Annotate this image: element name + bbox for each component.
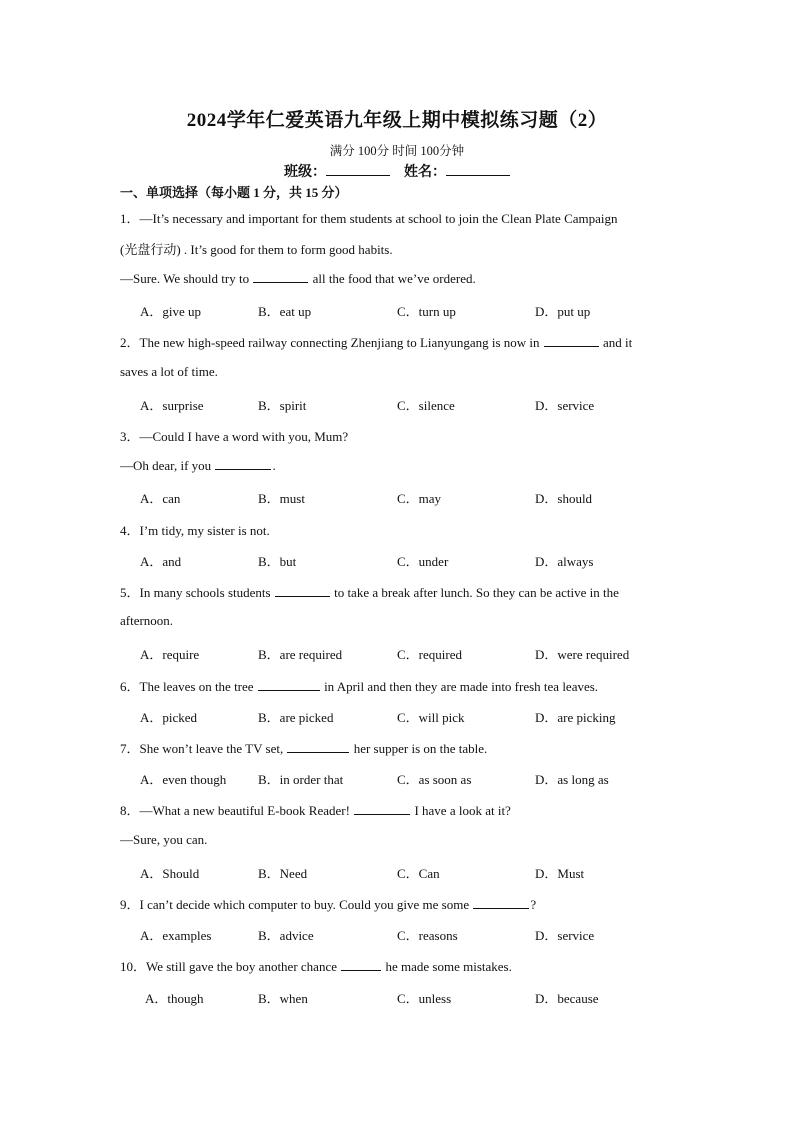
option-a[interactable]: A．give up [140,304,202,319]
option-c[interactable]: C．silence [397,398,455,413]
class-blank[interactable] [326,174,390,176]
option-c[interactable]: C．unless [397,991,452,1006]
option-c[interactable]: C．as soon as [397,772,472,787]
question-3-line-1: 3．—Could I have a word with you, Mum? [120,429,349,444]
question-1-line-1: 1．—It’s necessary and important for them students at school to join the Clean Plate Campaign [120,211,618,226]
option-c[interactable]: C．will pick [397,710,465,725]
question-2-line-1: 2．The new high-speed railway connecting Zhenjiang to Lianyungang is now in and it [120,335,633,350]
option-b[interactable]: B．are picked [258,710,334,725]
option-d[interactable]: D．were required [535,647,630,662]
question-3-options [140,488,700,506]
option-d[interactable]: D．are picking [535,710,616,725]
question-4-options [140,551,700,569]
exam-subtitle: 满分 100分 时间 100分钟 [329,144,465,158]
option-d[interactable]: D．Must [535,866,585,881]
answer-blank[interactable] [287,740,349,753]
answer-blank[interactable] [341,958,381,971]
option-b[interactable]: B．are required [258,647,343,662]
option-d[interactable]: D．service [535,928,595,943]
option-b[interactable]: B．Need [258,866,308,881]
option-d[interactable]: D．put up [535,304,591,319]
option-b[interactable]: B．advice [258,928,314,943]
answer-blank[interactable] [473,896,529,909]
option-a[interactable]: A．and [140,554,182,569]
answer-blank[interactable] [215,457,271,470]
question-1-line-3: —Sure. We should try to all the food that we’ve ordered. [120,271,476,286]
option-d[interactable]: D．always [535,554,594,569]
question-1-options [140,301,700,319]
option-a[interactable]: A．surprise [140,398,204,413]
option-b[interactable]: B．eat up [258,304,312,319]
question-5-options [140,644,700,662]
option-c[interactable]: C．reasons [397,928,458,943]
answer-blank[interactable] [354,802,410,815]
option-c[interactable]: C．under [397,554,449,569]
option-a[interactable]: A．examples [140,928,212,943]
answer-blank[interactable] [258,678,320,691]
option-d[interactable]: D．service [535,398,595,413]
question-2-options [140,395,700,413]
option-b[interactable]: B．in order that [258,772,344,787]
question-1-line-2: (光盘行动) . It’s good for them to form good habits. [120,242,393,257]
question-5-line-2: afternoon. [120,613,174,628]
page-title: 2024学年仁爱英语九年级上期中模拟练习题（2） [186,110,608,131]
answer-blank[interactable] [544,334,599,347]
class-label: 班级： [284,165,326,180]
option-a[interactable]: A．though [145,991,204,1006]
question-2-line-2: saves a lot of time. [120,364,218,379]
option-a[interactable]: A．picked [140,710,198,725]
option-c[interactable]: C．turn up [397,304,456,319]
option-c[interactable]: C．required [397,647,462,662]
question-3-line-2: —Oh dear, if you . [120,458,276,473]
question-9-line-1: 9．I can’t decide which computer to buy. Could you give me some ? [120,897,537,912]
question-10-line-1: 10．We still gave the boy another chance he made some mistakes. [120,959,512,974]
answer-blank[interactable] [253,270,308,283]
option-b[interactable]: B．must [258,491,305,506]
option-b[interactable]: B．but [258,554,297,569]
question-8-line-1: 8．—What a new beautiful E-book Reader! I have a look at it? [120,803,511,818]
question-7-line-1: 7．She won’t leave the TV set, her supper is on the table. [120,741,488,756]
option-d[interactable]: D．because [535,991,599,1006]
question-7-options [140,769,700,787]
question-10-options [145,988,705,1006]
option-b[interactable]: B．spirit [258,398,307,413]
question-6-line-1: 6．The leaves on the tree in April and then they are made into fresh tea leaves. [120,679,599,694]
name-label: 姓名： [404,165,446,180]
name-blank[interactable] [446,174,510,176]
section-title: 一、单项选择（每小题 1 分，共 15 分） [120,185,348,200]
question-8-options [140,863,700,881]
option-a[interactable]: A．even though [140,772,227,787]
question-8-line-2: —Sure, you can. [120,832,208,847]
class-name-line [0,161,794,181]
question-9-options [140,925,700,943]
option-d[interactable]: D．should [535,491,593,506]
option-a[interactable]: A．Should [140,866,200,881]
question-4-line-1: 4．I’m tidy, my sister is not. [120,523,270,538]
option-c[interactable]: C．Can [397,866,440,881]
option-a[interactable]: A．can [140,491,181,506]
option-d[interactable]: D．as long as [535,772,609,787]
answer-blank[interactable] [275,584,330,597]
question-5-line-1: 5．In many schools students to take a break after lunch. So they can be active in the [120,585,619,600]
option-c[interactable]: C．may [397,491,442,506]
option-a[interactable]: A．require [140,647,200,662]
question-6-options [140,707,700,725]
option-b[interactable]: B．when [258,991,308,1006]
